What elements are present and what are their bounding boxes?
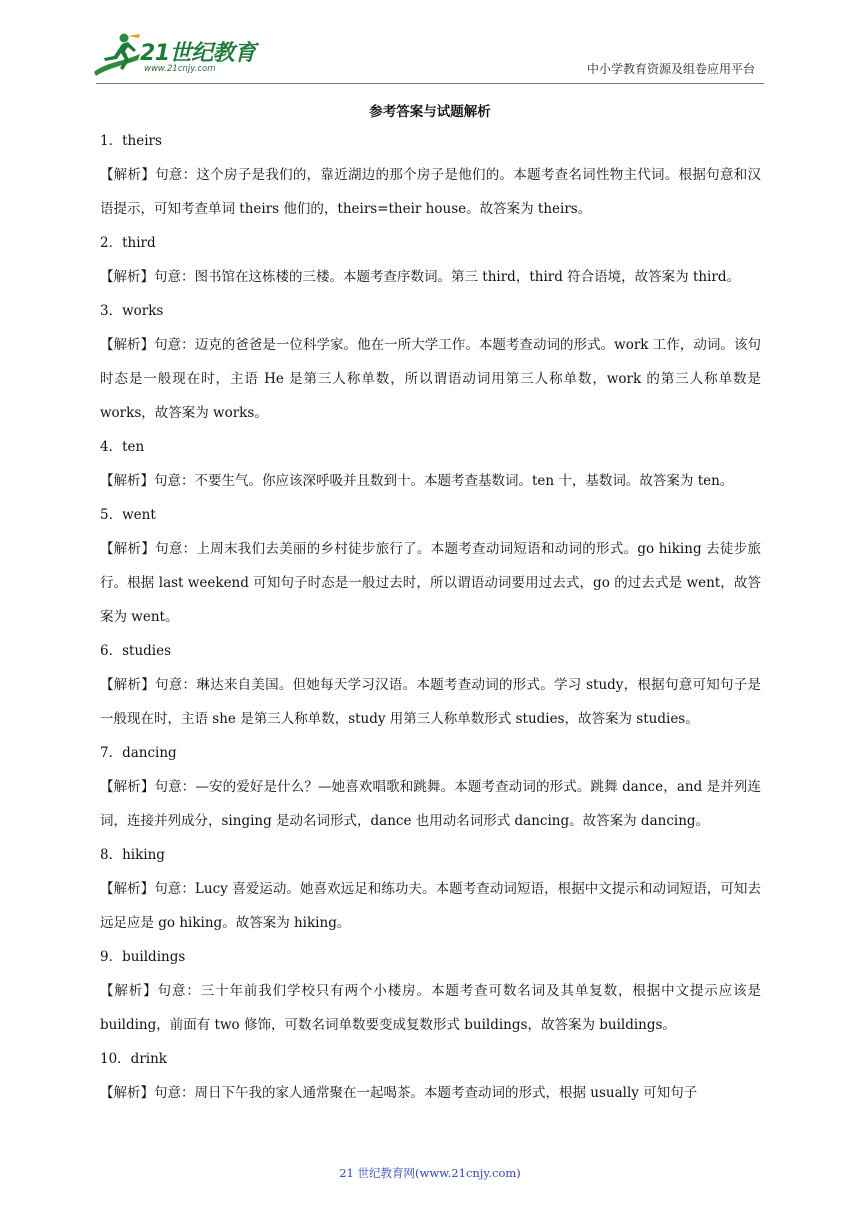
explanation-5: 【解析】句意：上周末我们去美丽的乡村徒步旅行了。本题考查动词短语和动词的形式。go hiking 去徒步旅行。根据 last weekend 可知句子时态是一般过去时，所以谓语动词要用过去式，go 的过去式是 went，故答案为 went。 bbox=[100, 541, 761, 625]
answer-3: 3．works bbox=[100, 303, 164, 319]
explanation-10: 【解析】句意：周日下午我的家人通常聚在一起喝茶。本题考查动词的形式，根据 usually 可知句子 bbox=[100, 1085, 698, 1101]
answer-1: 1．theirs bbox=[100, 133, 162, 149]
explanation-1: 【解析】句意：这个房子是我们的，靠近湖边的那个房子是他们的。本题考查名词性物主代词。根据句意和汉语提示，可知考查单词 theirs 他们的，theirs=their house。故答案为 theirs。 bbox=[100, 167, 761, 217]
page-header bbox=[0, 0, 860, 100]
explanation-9: 【解析】句意：三十年前我们学校只有两个小楼房。本题考查可数名词及其单复数，根据中文提示应该是 building，前面有 two 修饰，可数名词单数要变成复数形式 buildings，故答案为 buildings。 bbox=[100, 983, 761, 1033]
logo-url: www.21cnjy.com bbox=[144, 64, 216, 74]
answer-4: 4．ten bbox=[100, 439, 145, 455]
runner-logo-icon bbox=[92, 32, 142, 78]
answer-2: 2．third bbox=[100, 235, 156, 251]
answer-9: 9．buildings bbox=[100, 949, 186, 965]
explanation-3: 【解析】句意：迈克的爸爸是一位科学家。他在一所大学工作。本题考查动词的形式。work 工作，动词。该句时态是一般现在时，主语 He 是第三人称单数，所以谓语动词用第三人称单数，work 的第三人称单数是 works，故答案为 works。 bbox=[100, 337, 761, 421]
explanation-8: 【解析】句意：Lucy 喜爱运动。她喜欢远足和练功夫。本题考查动词短语，根据中文提示和动词短语，可知去远足应是 go hiking。故答案为 hiking。 bbox=[100, 881, 761, 931]
answer-5: 5．went bbox=[100, 507, 156, 523]
answer-8: 8．hiking bbox=[100, 847, 165, 863]
platform-name: 中小学教育资源及组卷应用平台 bbox=[586, 62, 755, 76]
page-title: 参考答案与试题解析 bbox=[369, 104, 491, 120]
answer-7: 7．dancing bbox=[100, 745, 177, 761]
explanation-4: 【解析】句意：不要生气。你应该深呼吸并且数到十。本题考查基数词。ten 十，基数词。故答案为 ten。 bbox=[100, 473, 734, 489]
page-footer: 21 世纪教育网(www.21cnjy.com) bbox=[339, 1166, 521, 1180]
explanation-2: 【解析】句意：图书馆在这栋楼的三楼。本题考查序数词。第三 third，third 符合语境，故答案为 third。 bbox=[100, 269, 740, 285]
header-divider bbox=[96, 83, 764, 84]
answer-list bbox=[100, 124, 761, 1110]
answer-10: 10．drink bbox=[100, 1051, 167, 1067]
explanation-7: 【解析】句意：—安的爱好是什么？—她喜欢唱歌和跳舞。本题考查动词的形式。跳舞 dance，and 是并列连词，连接并列成分，singing 是动名词形式，dance 也用动名词形式 dancing。故答案为 dancing。 bbox=[100, 779, 761, 829]
explanation-6: 【解析】句意：琳达来自美国。但她每天学习汉语。本题考查动词的形式。学习 study，根据句意可知句子是一般现在时，主语 she 是第三人称单数，study 用第三人称单数形式 studies，故答案为 studies。 bbox=[100, 677, 761, 727]
answer-6: 6．studies bbox=[100, 643, 172, 659]
logo bbox=[92, 32, 262, 80]
logo-text: 21世纪教育 bbox=[140, 41, 256, 66]
